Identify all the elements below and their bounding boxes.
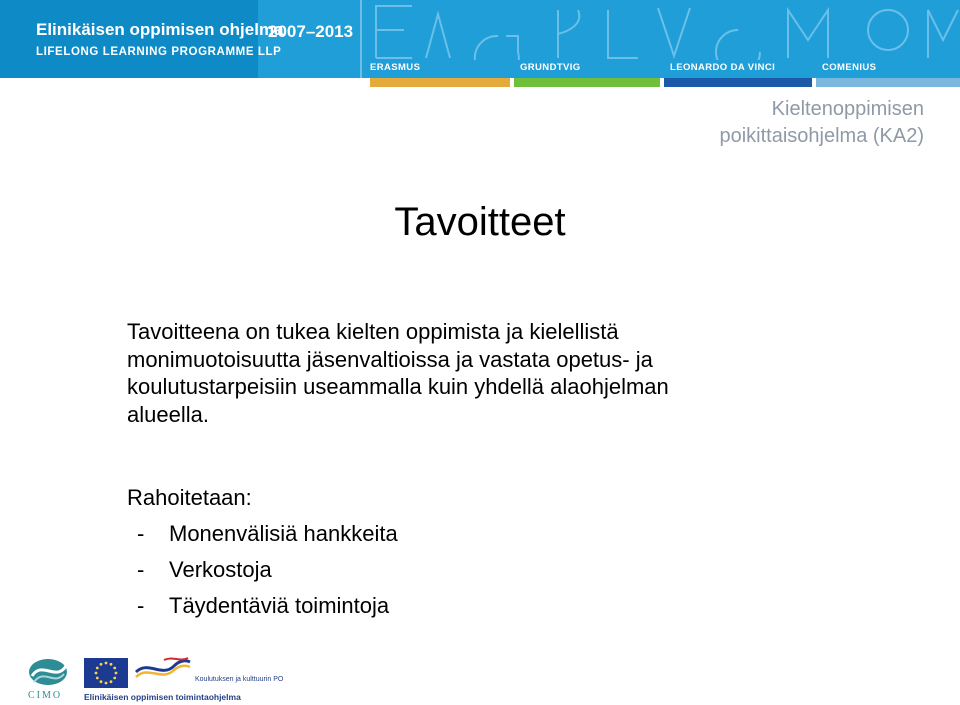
education-culture-flag-icon [134, 656, 192, 680]
funding-item: Monenvälisiä hankkeita [169, 521, 398, 546]
slide-subtitle [624, 96, 924, 150]
bullet-dash: - [137, 521, 145, 546]
cimo-label: CIMO [28, 690, 63, 701]
funding-item: Täydentäviä toimintoja [169, 593, 390, 618]
bullet-dash: - [137, 557, 145, 582]
eu-flag-icon [84, 658, 128, 688]
banner-divider [360, 0, 362, 78]
list-item [127, 516, 398, 552]
funding-label: Rahoitetaan: [127, 485, 252, 510]
funding-list [127, 516, 398, 624]
header-banner [0, 0, 960, 78]
bullet-dash: - [137, 593, 145, 618]
programme-leonardo: LEONARDO DA VINCI [670, 62, 776, 73]
programme-grundtvig: GRUNDTVIG [520, 62, 581, 73]
body-line: koulutustarpeisiin useammalla kuin yhdellä alaohjelman [127, 374, 669, 399]
decorative-lettering-icon [368, 0, 960, 60]
funding-section [127, 480, 398, 624]
body-line: Tavoitteena on tukea kielten oppimista ja kielellistä [127, 319, 619, 344]
stripe-grundtvig [514, 78, 660, 87]
stripe-comenius [816, 78, 960, 87]
programme-period: 2007–2013 [268, 22, 354, 41]
programme-erasmus: ERASMUS [370, 62, 421, 73]
programme-name-fi: Elinikäisen oppimisen ohjelma [36, 20, 284, 39]
po-label: Koulutuksen ja kulttuurin PO [195, 676, 284, 683]
funding-item: Verkostoja [169, 557, 272, 582]
subtitle-line-2: poikittaisohjelma (KA2) [719, 125, 924, 147]
slide-title: Tavoitteet [394, 200, 566, 244]
list-item [127, 588, 398, 624]
list-item [127, 552, 398, 588]
programme-comenius: COMENIUS [822, 62, 877, 73]
body-line: monimuotoisuutta jäsenvaltioissa ja vastata opetus- ja [127, 346, 653, 372]
programme-name-en: LIFELONG LEARNING PROGRAMME LLP [36, 46, 282, 58]
stripe-leonardo [664, 78, 812, 87]
body-line: alueella. [127, 401, 209, 427]
subtitle-line-1: Kieltenoppimisen [771, 98, 924, 120]
llp-footer-label: Elinikäisen oppimisen toimintaohjelma [84, 692, 241, 702]
objectives-paragraph [127, 318, 827, 428]
stripe-erasmus [370, 78, 510, 87]
